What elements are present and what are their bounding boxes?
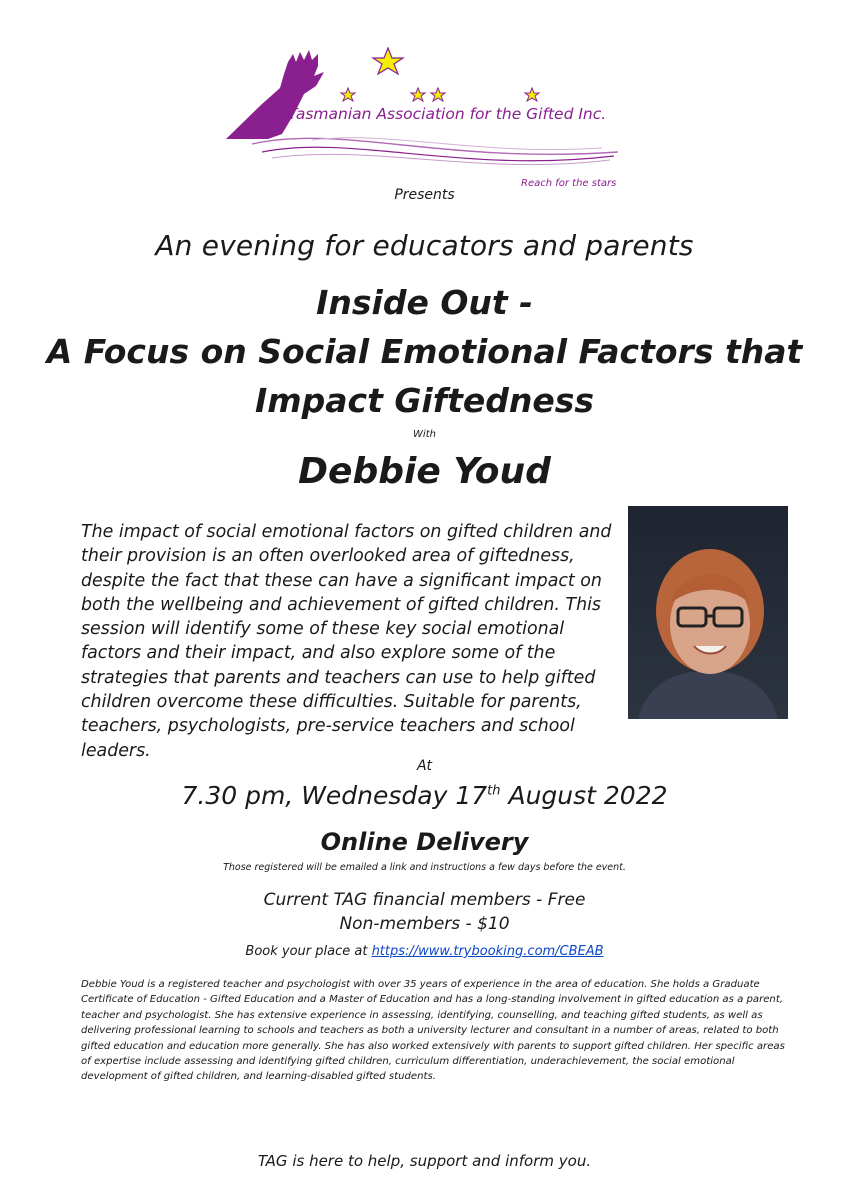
- delivery-mode: Online Delivery: [320, 828, 529, 856]
- booking-link[interactable]: https://www.trybooking.com/CBEAB: [371, 944, 604, 959]
- delivery-note: Those registered will be emailed a link and instructions a few days before the event.: [223, 862, 626, 873]
- price-members: Current TAG financial members - Free: [263, 890, 586, 910]
- speaker-photo: [628, 506, 788, 719]
- speaker-bio: Debbie Youd is a registered teacher and psychologist with over 35 years of experience in the area of education. She holds a Graduate Certificate of Education - Gifted Education and a Master of Education and has a long-standing involvement in gifted education as a parent, teacher and psychologist. She has extensive experience in assessing, identifying, counselling, and teaching gifted students, as well as delivering professional learning to schools and teachers as both a university lecturer and consultant in a number of areas, related to both gifted education and education more generally. She has also worked extensively with parents to support gifted children. Her specific areas of expertise include assessing and identifying gifted children, curriculum differentiation, underachievement, the social emotional development of gifted children, and learning-disabled gifted students.: [81, 979, 785, 1083]
- hand-reaching-for-stars-icon: [226, 50, 324, 139]
- title-line: A Focus on Social Emotional Factors that: [46, 332, 803, 371]
- event-date-time: 7.30 pm, Wednesday 17th August 2022: [181, 781, 668, 810]
- logo-organisation-name: Tasmanian Association for the Gifted Inc.: [288, 105, 607, 123]
- title-line: Impact Giftedness: [254, 381, 595, 420]
- event-subtitle: An evening for educators and parents: [155, 229, 694, 262]
- title-line: Inside Out -: [316, 283, 533, 322]
- price-nonmembers: Non-members - $10: [339, 914, 510, 934]
- at-label: At: [416, 758, 433, 774]
- presents-text: Presents: [394, 187, 455, 203]
- with-label: With: [413, 429, 436, 440]
- footer-tagline: TAG is here to help, support and inform you.: [257, 1152, 592, 1170]
- star-icon: [431, 88, 445, 101]
- booking-line: Book your place at https://www.trybooking.com/CBEAB: [245, 944, 604, 959]
- event-title: [0, 278, 849, 425]
- speaker-name: Debbie Youd: [298, 451, 551, 492]
- star-icon: [341, 88, 355, 101]
- logo-tagline: Reach for the stars: [521, 178, 617, 189]
- star-icon: [411, 88, 425, 101]
- star-icon: [525, 88, 539, 101]
- star-icon: [373, 48, 403, 74]
- tag-logo: [222, 44, 632, 194]
- event-description: The impact of social emotional factors on gifted children and their provision is an often overlooked area of giftedness, despite the fact that these can have a significant impact on both the wellbeing and achievement of gifted children. This session will identify some of these key social emotional factors and their impact, and also explore some of the strategies that parents and teachers can use to help gifted children overcome these difficulties. Suitable for parents, teachers, psychologists, pre-service teachers and school leaders.: [81, 522, 612, 761]
